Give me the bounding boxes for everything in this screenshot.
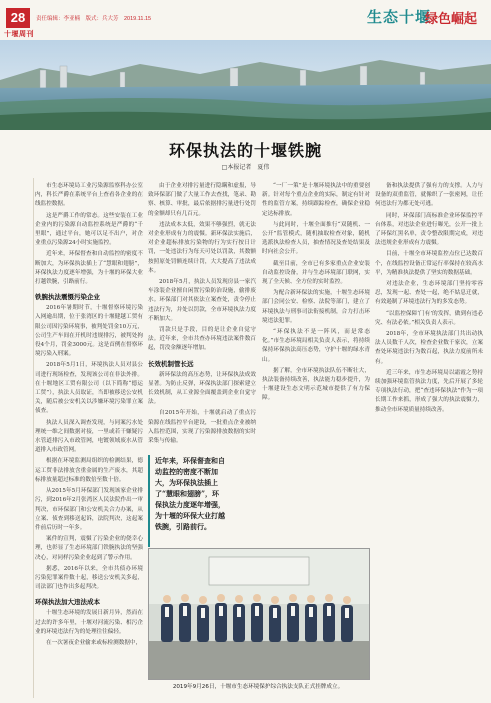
paper-name: 十堰周刊: [4, 31, 34, 38]
text-column-2: [148, 182, 256, 452]
photo-caption: 2019年9月26日，十堰市生态环境保护综合执法支队正式挂牌成立。: [172, 684, 344, 690]
paragraph: 根据在环境监测局组织的检测结果，德运工贸非法排放含重金属的生产废水，其超标排放量超过标准的数倍至数十倍。: [35, 458, 143, 483]
paragraph: 与此同时，十堰全面推行“双随机、一公开”监管模式，随机抽取检查对象，随机选派执法检查人员，抽查情况及查处结果及时向社会公开。: [262, 221, 370, 256]
paragraph: 为配合新环保法的实施，十堰生态环境部门会同公安、检察、法院等部门，建立了环境执法与刑事司法衔接机制，合力打击环境违法犯罪。: [262, 290, 370, 324]
paragraph: 由于企业对排污量进行隐瞒和虚报，导致环保部门做了大量工作去查找，笔录、勘察、核算、审批，最后依据排污量进行处罚的金额却只有几百元。: [148, 183, 256, 217]
paragraph: 案件的宣判，震慑了污染企业的侥幸心理，也彰显了生态环境部门铁腕执法的坚强决心，对同样污染企业起到了警示作用。: [35, 536, 143, 561]
subheading: 长效机制管长远: [148, 359, 194, 368]
subheading: 铁腕执法震慑污染企业: [35, 293, 100, 302]
paragraph: 这是严爵工作的常态。这些安装在工业企业内的污染源自动监控系统是严爵的“千里眼”，通过平台，她可以足不出户，对企业重点污染源24小时实施监控。: [35, 212, 143, 247]
paragraph: 截至目前，全市已有多家重点企业安装自动监控设备，并与生态环境部门联网，实现了全天候、全方位的实时监控。: [262, 260, 370, 286]
paragraph: 备和执法提供了强有力的支撑。人力与设备的双重监管，就像织了一张密网，让任何违法行为都无处可逃。: [375, 183, 483, 208]
paragraph: 2016年暑期时节，十堰督察环境污染入网逾出期，位于张湾区的十堰健越工贸有限公司因污染环境事，被判处罚金10万元，公司生产车间在开机时违规排污，被判处拘役4个月，罚金3000元。这是首例在督察环境污染入刑案。: [35, 305, 143, 358]
paragraph: 市生态环境局工业污染源监察科办公室内，科长严爵在系统平台上查看各企业的在线监控数据。: [35, 183, 143, 208]
paragraph: “一厂一策”是十堰环境执法中的重要创新。针对每个重点企业的实际，制定有针对性的监管方案，持续跟踪检查，确保企业稳定达标排放。: [262, 183, 370, 217]
pull-quote-text: 近年来，环保督查和自动监控的密度不断加大，为环保执法插上了“慧眼和翅膀”，环保执法力度逐年增强，为十堰的环保大业打越铁腕，引路前行。: [155, 456, 225, 531]
text-column-1: [35, 182, 143, 702]
paragraph: 同时，环保部门高标准企业环保监控平台体系，对违法企业进行曝光，公开一批上了环保红黑名单，责令整改限期完成，对违法违规企业形成有力震慑。: [375, 212, 483, 247]
paragraph: “以监控保障‘门有’的发挥，做到有违必究、有法必依。”相关负责人表示。: [375, 310, 483, 326]
paragraph: 从2015年5月环保部门发现该家企业排污，到2016年2月张湾区人民法院作出一审判决，市环保部门和公安机关合力办案，从立案、侦查到移送起诉，法院判决，这起案件前后历时一年多。: [35, 488, 143, 531]
paragraph: 罚款只是手段，目的是让企业自觉守法。近年来，全市共查办环境违法案件数百起，罚没金额逐年增加。: [148, 327, 256, 352]
paragraph: 2018年5月，执法人员发现房县一家汽车涂装企业擅自闲置污染防治设施，偷排废水。环保部门对其依法立案查处，责令停止违法行为，并处以罚款，全市环境执法力度不断加大。: [148, 279, 256, 322]
group-photo: [148, 548, 370, 680]
paragraph: 新环保法的高压态势，让环保执法成效显著。为防止反弹，环保执法部门探索建立长效机制，从工业源全面覆盖到企业自觉守法。: [148, 371, 256, 406]
page-header: [0, 0, 491, 38]
paragraph: 对违法企业，生态环境部门坚持零容忍，发现一起、查处一起，绝不姑息迁就，有效遏制了环境违法行为的多发态势。: [375, 281, 483, 306]
paragraph: 据悉，2016年以来，全市共侦办环境污染犯罪案件数十起，移送公安机关多起，司法部门也作出多起判决。: [35, 565, 143, 591]
banner-photo: [0, 40, 491, 130]
paragraph: 2018年5月1日，环境执法人员对县公司进行现场检查，发现该公司在非法外排。在十堰地区工贸有限公司（以下简称“德运工贸”），执法人员取证，当即被移送公安机关，随后被公安机关以涉嫌环境污染罪立案侦查。: [35, 362, 143, 415]
pull-quote-bar: [148, 455, 150, 547]
column-rule: [33, 178, 34, 698]
paragraph: 目前，十堰全市环境监控点位已达数百个，在线监控设备正常运行率保持在较高水平，为精准执法提供了坚实的数据基础。: [375, 251, 483, 276]
paragraph: 近三年来，市生态环境局以霜霞之势持续加强环境监管执法力度，先后开展了多轮专项执法行动，把“查违环保执法”作为一项长期工作来抓，形成了强大的执法震慑力，推动全市环境质量持续改善。: [375, 369, 483, 413]
paragraph: 在一次暑夜企业偷来或标检测数据中，: [46, 639, 142, 646]
pull-quote: [148, 455, 226, 547]
paragraph: 十堰生态环境的发展日新月异，然而在过去的许多年里，十堰对河流污染、相污企业的环境违法行为的处理往往偏轻。: [35, 610, 143, 635]
column-title: 生态十堰: [366, 8, 431, 26]
article-byline: □本报记者 夏伟: [221, 164, 270, 171]
paragraph: 执法人员深入调查发现，与同案污水处理统一维之间数据对接，一里或若干嫌疑污水管道排污入市政管网，电镀领域废水从管道排入市政管网。: [35, 419, 143, 454]
text-column-3: [262, 182, 370, 542]
column-tag: 绿色崛起: [424, 12, 477, 27]
page-number: 28: [6, 8, 30, 28]
editor-credits: 责任编辑：李亚楠 版式：兵大芳 2019.11.15: [36, 16, 152, 22]
article-title: 环保执法的十堰铁腕: [168, 141, 322, 160]
paragraph: 近年来，环保督查和自动监控的密度不断加大，为环保执法插上了“慧眼和翅膀”，环保执法力度逐年增强，为十堰的环保大业打越铁腕，引路前行。: [35, 251, 143, 286]
subheading: 环保执法加大违法成本: [35, 598, 100, 607]
paragraph: 2018年，全市环境执法部门共出动执法人员数千人次，检查企业数千家次，立案查处环境违法行为数百起，执法力度前所未有。: [375, 331, 483, 365]
paragraph: 自2015年开始，十堰就启动了重点污染源在线监控平台建设，一批重点企业被纳入监控范围，实现了污染源排放数据的实时采集与传输。: [148, 410, 256, 445]
text-column-4: [375, 182, 483, 697]
paragraph: 违法成本太低，效果不够强烈，就无法对企业形成有力的震慑。新环保法实施后，对企业超标排放污染物的行为实行按日计罚，一处违法行为每天可处以罚款，其数额按照原处罚额连续计罚，大大提高了违法成本。: [148, 221, 256, 274]
paragraph: “环保执法不是一阵风，而是常态化。”市生态环境局相关负责人表示，将持续保持环保执法高压态势，守护十堰的绿水青山。: [262, 329, 370, 363]
paragraph: 据了解，全市环境执法队伍不断壮大，执法装备持续改善，执法能力稳步提升，为十堰建设生态文明示范城市提供了有力保障。: [262, 367, 370, 402]
